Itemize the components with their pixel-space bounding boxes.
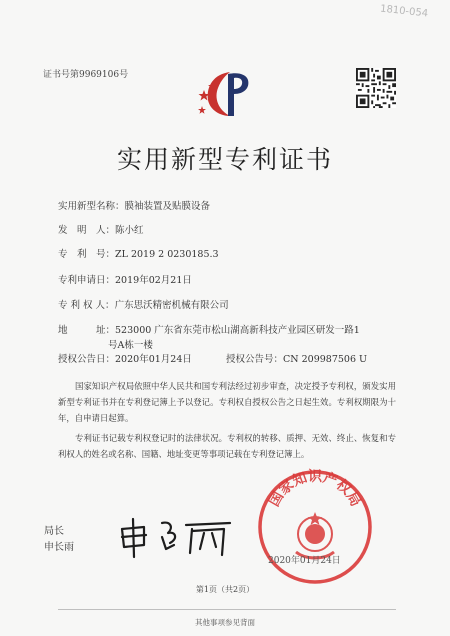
filing-date-value: 2019年02月21日 — [115, 275, 192, 286]
patentee-row — [58, 297, 229, 311]
footer-divider — [58, 609, 396, 610]
page-number: 第1页（共2页） — [195, 585, 255, 594]
inventor-value: 陈小红 — [115, 225, 144, 236]
patentee-value: 广东思沃精密机械有限公司 — [114, 300, 229, 311]
address-line1: 523000 广东省东莞市松山湖高新科技产业园区研发一路1 — [115, 325, 360, 336]
seal-date: 2020年01月24日 — [268, 556, 341, 566]
address-line2: 号A栋一楼 — [108, 340, 153, 351]
filing-date-label: 专利申请日： — [58, 275, 116, 286]
patent-number-label: 专 利 号： — [58, 249, 116, 260]
official-seal-icon — [256, 468, 374, 586]
handwritten-note: 1810-054 — [379, 3, 429, 20]
qr-code-icon — [356, 68, 396, 108]
filing-date-row — [58, 272, 192, 286]
utility-name-label: 实用新型名称： — [58, 201, 125, 212]
body-paragraph-2: 专利证书记载专利权登记时的法律状况。专利权的转移、质押、无效、终止、恢复和专利权人的姓名或名称、国籍、地址变更等事项记载在专利登记簿上。 — [58, 433, 396, 459]
announce-number-label: 授权公告号： — [226, 354, 284, 365]
svg-text:国家知识产权局 — [265, 468, 363, 509]
director-name: 申长雨 — [44, 542, 74, 553]
inventor-row — [58, 222, 144, 236]
certificate-title: 实用新型专利证书 — [116, 145, 333, 174]
patentee-label: 专 利 权 人： — [58, 300, 115, 311]
patent-number-value: ZL 2019 2 0230185.3 — [115, 249, 219, 260]
address-label: 地 址： — [58, 325, 116, 336]
patent-number-row — [58, 246, 219, 260]
seal-text: 国家知识产权局 — [266, 469, 364, 510]
announce-date-value: 2020年01月24日 — [115, 354, 192, 365]
announce-number-row — [226, 351, 367, 365]
address-row — [58, 322, 360, 336]
announce-date-row — [58, 351, 192, 365]
utility-name-row — [58, 198, 210, 212]
director-title: 局长 — [44, 526, 64, 537]
announce-date-label: 授权公告日： — [58, 354, 116, 365]
utility-name-value: 膜袖装置及贴膜设备 — [124, 201, 211, 212]
announce-number-value: CN 209987506 U — [283, 354, 368, 365]
inventor-label: 发 明 人： — [58, 225, 116, 236]
cnipa-logo-icon — [192, 64, 262, 120]
footer-note: 其他事项参见背面 — [195, 618, 255, 627]
certificate-number: 证书号第9969106号 — [43, 70, 129, 80]
body-paragraph-1: 国家知识产权局依照中华人民共和国专利法经过初步审查，决定授予专利权，颁发实用新型专利证书并在专利登记簿上予以登记。专利权自授权公告之日起生效。专利权期限为十年，自申请日起算。 — [58, 381, 396, 423]
director-signature-icon — [118, 515, 238, 559]
